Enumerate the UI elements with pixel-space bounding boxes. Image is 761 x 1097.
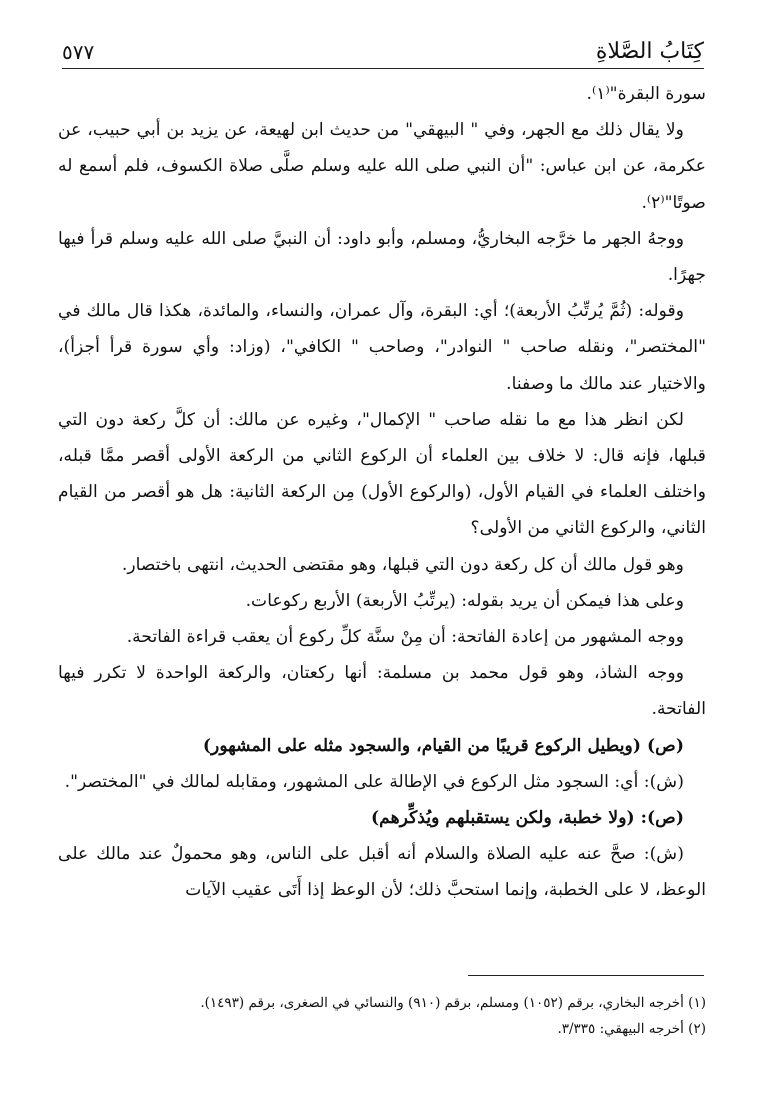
paragraph: ووجه الشاذ، وهو قول محمد بن مسلمة: أنها ركعتان، والركعة الواحدة لا تكرر فيها الفاتحة. bbox=[58, 663, 706, 720]
footnote: (١) أخرجه البخاري، برقم (١٠٥٢) ومسلم، برقم (٩١٠) والنسائي في الصغرى، برقم (١٤٩٣). bbox=[200, 995, 706, 1011]
footnotes bbox=[58, 990, 706, 1042]
page-header bbox=[62, 28, 704, 69]
paragraph: ووجهُ الجهر ما خرَّجه البخاريُّ، ومسلم، وأبو داود: أن النبيَّ صلى الله عليه وسلم قرأ فيها جهرًا. bbox=[58, 228, 706, 286]
paragraph: ولا يقال ذلك مع الجهر، وفي " البيهقي" من حديث ابن لهيعة، عن يزيد بن أبي حبيب، عن عكرمة، عن ابن عباس: "أن النبي صلى الله عليه وسلم صلَّى صلاة الكسوف، فلم أسمع له صوتًا"⁽٢⁾. bbox=[58, 120, 706, 213]
paragraph: وهو قول مالك أن كل ركعة دون التي قبلها، وهو مقتضى الحديث، انتهى باختصار. bbox=[121, 554, 684, 575]
footnote: (٢) أخرجه البيهقي: ٣/٣٣٥. bbox=[557, 1021, 706, 1037]
paragraph: (ش): أي: السجود مثل الركوع في الإطالة على المشهور، ومقابله لمالك في "المختصر". bbox=[64, 771, 684, 792]
footnote-divider bbox=[468, 975, 704, 976]
paragraph: سورة البقرة"⁽١⁾. bbox=[586, 84, 706, 104]
matn-heading: (ص): (ولا خطبة، ولكن يستقبلهم ويُذكِّرهم) bbox=[371, 808, 684, 829]
matn-heading: (ص) (ويطيل الركوع قريبًا من القيام، والسجود مثله على المشهور) bbox=[202, 735, 684, 756]
main-text bbox=[58, 76, 706, 909]
page-number: ٥٧٧ bbox=[62, 40, 95, 64]
paragraph: وعلى هذا فيمكن أن يريد بقوله: (يرتِّبُ الأربعة) الأربع ركوعات. bbox=[245, 590, 684, 611]
paragraph: ووجه المشهور من إعادة الفاتحة: أن مِنْ سنَّة كلِّ ركوع أن يعقب قراءة الفاتحة. bbox=[126, 627, 684, 648]
paragraph: لكن انظر هذا مع ما نقله صاحب " الإكمال"، وغيره عن مالك: أن كلَّ ركعة دون التي قبلها، فإنه قال: لا خلاف بين العلماء أن الركوع الثاني من الركعة الأولى أقصر ممَّا قبله، واختلف العلماء في القيام الأول، (والركوع الأول) مِن الركعة الثانية: هل هو أقصر من القيام الثاني، والركوع الثاني من الأولى؟ bbox=[58, 409, 706, 539]
running-title: كِتَابُ الصَّلاةِ bbox=[595, 39, 704, 64]
paragraph: (ش): صحَّ عنه عليه الصلاة والسلام أنه أقبل على الناس، وهو محمولٌ عند مالك على الوعظ، لا على الخطبة، وإنما استحبَّ ذلك؛ لأن الوعظ إذا أَتَى عقيب الآيات bbox=[58, 844, 706, 901]
paragraph: وقوله: (ثُمَّ يُرتِّبُ الأربعة)؛ أي: البقرة، وآل عمران، والنساء، والمائدة، هكذا قال مالك في "المختصر"، ونقله صاحب " النوادر"، وصاحب " الكافي"، (وزاد: وأي سورة قرأ أجزأ)، والاختيار عند مالك ما وصفنا. bbox=[58, 301, 706, 394]
